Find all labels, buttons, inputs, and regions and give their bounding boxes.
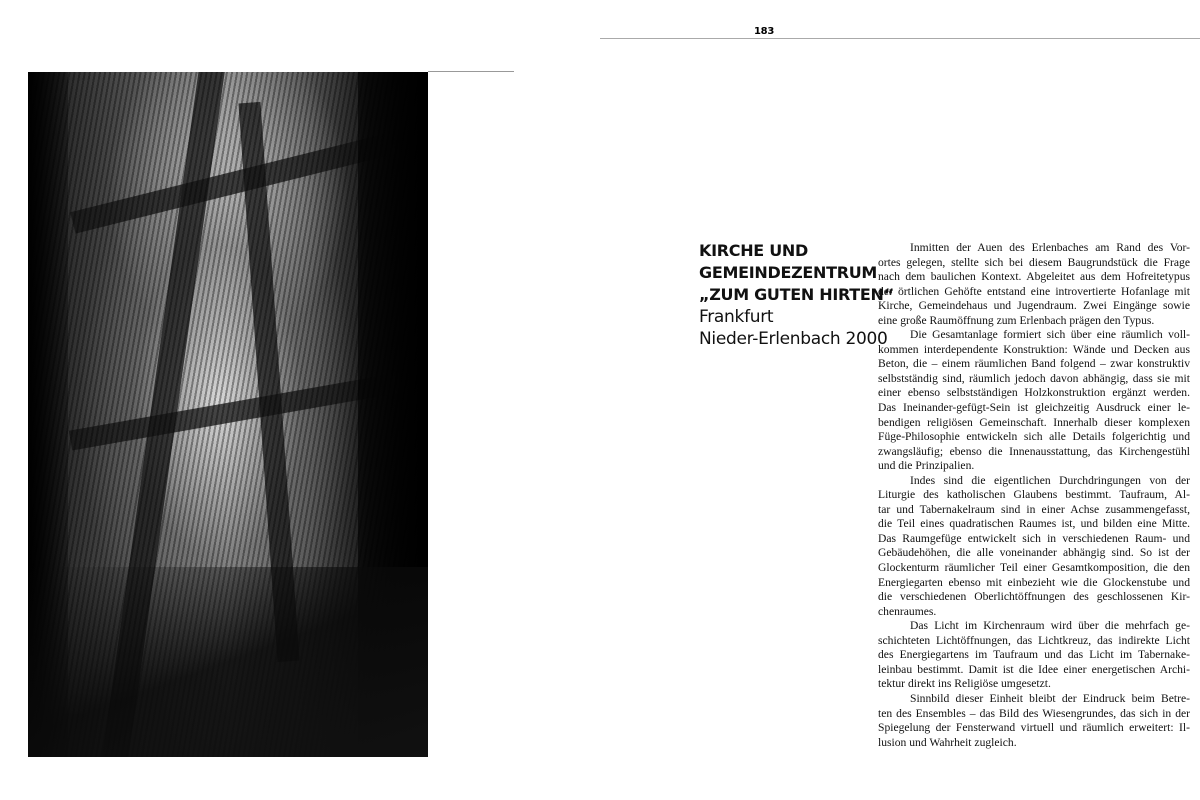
text-line: Sinnbild dieser Einheit bleibt der Eindruck beim Betre- (910, 691, 1190, 705)
text-line: nach dem baulichen Kontext. Abgeleitet aus dem Hofreitetypus (878, 270, 1190, 284)
text-line: einer ebenso selbstständigen Holzkonstruktion ergänzt werden. (878, 386, 1190, 400)
text-line: tar und Tabernakelraum sind in einer Achse zusammengefasst, (878, 502, 1190, 516)
text-line: Glockenturm räumlicher Teil einer Gesamtkomposition, die den (878, 561, 1190, 575)
text-line: Die Gesamtanlage formiert sich über eine räumlich voll- (910, 328, 1190, 342)
text-line: lusion und Wahrheit zugleich. (878, 735, 1017, 749)
article-heading (699, 240, 894, 350)
paragraph (878, 474, 1190, 619)
text-line: der örtlichen Gehöfte entstand eine introvertierte Hofanlage mit (878, 284, 1190, 298)
text-line: die Teil eines quadratischen Raumes ist, und bilden eine Mitte. (878, 517, 1190, 531)
text-line: die verschiedenen Oberlichtöffnungen des geschlossenen Kir- (878, 590, 1190, 604)
header-rule (600, 38, 1200, 39)
text-line: eine große Raumöffnung zum Erlenbach prägen den Typus. (878, 313, 1155, 327)
text-line: Liturgie des katholischen Glaubens bestimmt. Taufraum, Al- (878, 488, 1190, 502)
text-line: chenraumes. (878, 604, 937, 618)
photo-floor (28, 567, 428, 757)
text-line: Kirche, Gemeindehaus und Jugendraum. Zwei Eingänge sowie (878, 299, 1190, 313)
text-line: und die Prinzipalien. (878, 459, 975, 473)
text-line: schichteten Lichtöffnungen, das Lichtkreuz, das indirekte Licht (878, 633, 1190, 647)
body-text (878, 241, 1190, 750)
page-number: 183 (754, 26, 774, 37)
text-line: leinbau bestimmt. Damit ist die Idee einer energetischen Archi- (878, 662, 1190, 676)
text-line: selbstständig sind, räumlich jedoch davon abhängig, dass sie mit (878, 371, 1190, 385)
text-line: Das Raumgefüge entwickelt sich in verschiedenen Raum- und (878, 531, 1190, 545)
text-line: Gebäudehöhen, die alle voneinander abhängig sind. So ist der (878, 546, 1190, 560)
text-line: Spiegelung der Fensterwand virtuell und räumlich erweitert: Il- (878, 721, 1190, 735)
location-line: Frankfurt (699, 307, 774, 327)
text-line: Das Licht im Kirchenraum wird über die mehrfach ge- (910, 619, 1190, 633)
title-line: „ZUM GUTEN HIRTEN“ (699, 285, 894, 304)
text-line: kommen interdependente Konstruktion: Wände und Decken aus (878, 342, 1190, 356)
paragraph (878, 692, 1190, 750)
text-line: Indes sind die eigentlichen Durchdringungen von der (910, 473, 1190, 487)
paragraph (878, 241, 1190, 328)
title-line: GEMEINDEZENTRUM (699, 263, 878, 282)
text-line: Energiegarten ebenso mit einbezieht wie die Glockenstube und (878, 575, 1190, 589)
paragraph (878, 619, 1190, 692)
location-line: Nieder-Erlenbach 2000 (699, 329, 888, 349)
church-interior-photo (28, 72, 428, 757)
text-line: ortes gelegen, stellte sich bei diesem Baugrundstück die Frage (878, 255, 1190, 269)
text-line: des Energiegartens im Taufraum und das Licht im Tabernake- (878, 648, 1190, 662)
text-line: Inmitten der Auen des Erlenbaches am Rand des Vor- (910, 241, 1190, 254)
title-line: KIRCHE UND (699, 241, 808, 260)
paragraph (878, 328, 1190, 473)
text-line: Füge-Philosophie entwickeln sich alle Details folgerichtig und (878, 430, 1190, 444)
left-page-rule (428, 71, 514, 72)
text-line: ten des Ensembles – das Bild des Wiesengrundes, das sich in der (878, 706, 1190, 720)
text-line: Beton, die – einem räumlichen Band folgend – zwar konstruktiv (878, 357, 1190, 371)
text-line: Das Ineinander-gefügt-Sein ist gleichzeitig Ausdruck einer le- (878, 401, 1190, 415)
text-line: zwangsläufig; ebenso die Innenausstattung, das Kirchengestühl (878, 444, 1190, 458)
text-line: tektur direkt ins Religiöse umgesetzt. (878, 677, 1051, 691)
text-line: bendigen religiösen Gemeinschaft. Innerhalb dieser komplexen (878, 415, 1190, 429)
